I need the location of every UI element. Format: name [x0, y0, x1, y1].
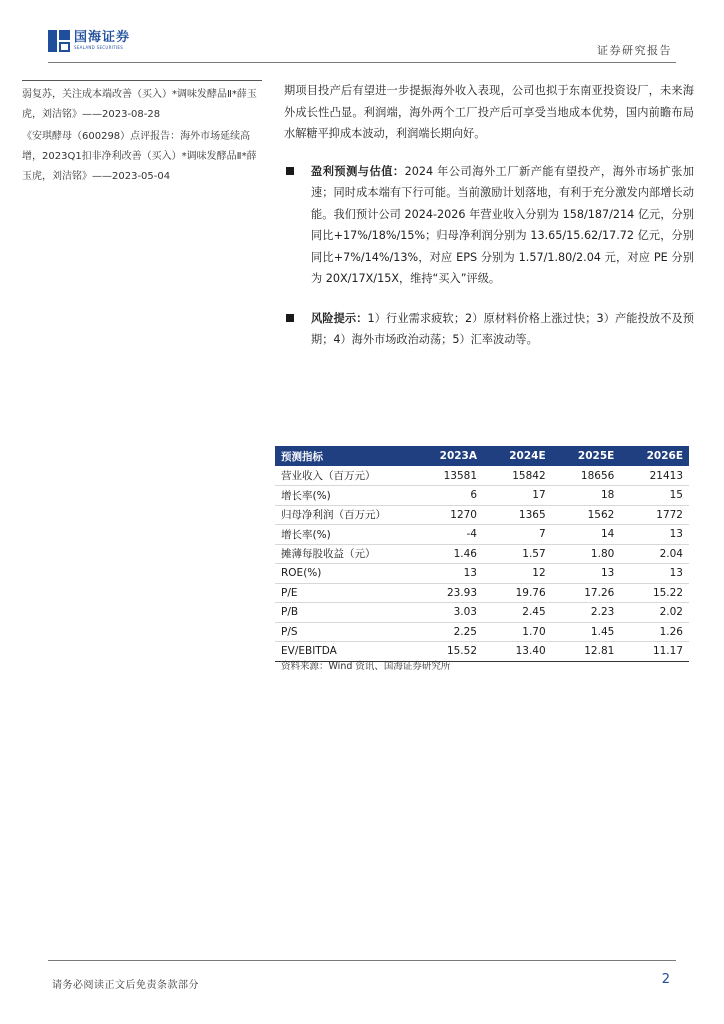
table-cell: 12: [483, 564, 552, 584]
table-cell: 13: [413, 564, 483, 584]
table-header-row: [275, 446, 689, 466]
disclaimer-text: 请务必阅读正文后免责条款部分: [52, 980, 199, 991]
table-cell: 23.93: [413, 583, 483, 603]
table-row: [275, 583, 689, 603]
bullet-square-icon: [286, 314, 294, 322]
table-row-label: 营业收入（百万元）: [281, 470, 376, 482]
table-cell: 15: [620, 486, 689, 506]
table-cell: 6: [413, 486, 483, 506]
intro-paragraph: 期项目投产后有望进一步提振海外收入表现，公司也拟于东南亚投资设厂，未来海外成长性凸显。利润端，海外两个工厂投产后可享受当地成本优势，国内前瞻布局水解糖平抑成本波动，利润端长期向好。: [284, 84, 694, 140]
related-reports-divider: [22, 80, 262, 81]
table-cell: 19.76: [483, 583, 552, 603]
page-number: 2: [661, 972, 670, 987]
risk-text: 1）行业需求疲软；2）原材料价格上涨过快；3）产能投放不及预期；4）海外市场政治动荡；5）汇率波动等。: [311, 311, 694, 346]
table-row-label: 归母净利润（百万元）: [275, 505, 413, 525]
report-type-label: 证券研究报告: [597, 44, 672, 57]
forecast-text: 2024 年公司海外工厂新产能有望投产，海外市场扩张加速；同时成本端有下行可能。当前激励计划落地，有利于充分激发内部增长动能。我们预计公司 2024-2026 年营业收入分别为 158/187/214 亿元，分别同比+17%/18%/15%；归母净利润分别为 13.65/15.62/17.72 亿元，分别同比+7%/14%/13%，对应 EPS 分别为 1.57/1.80/2.04 元，对应 PE 分别为 20X/17X/15X，维持“买入”评级。: [311, 164, 694, 285]
table-row-label: 摊薄每股收益（元）: [275, 544, 413, 564]
table-row-label: P/B: [275, 603, 413, 623]
main-text-column: [284, 80, 694, 351]
table-header-cell: 2024E: [483, 446, 552, 466]
table-row: [275, 622, 689, 642]
table-cell: -4: [413, 525, 483, 545]
table-cell: 1.57: [483, 544, 552, 564]
related-reports-column: [22, 80, 262, 187]
table-cell: 2.04: [620, 544, 689, 564]
related-report-item: 弱复苏，关注成本端改善（买入）*调味发酵品Ⅱ*薛玉虎，刘洁铭》——2023-08-28: [22, 89, 257, 120]
table-cell: 18656: [580, 469, 615, 482]
table-row: [275, 525, 689, 545]
table-header-cell: 2023A: [413, 446, 483, 466]
table-cell: 18: [552, 486, 621, 506]
table-cell: 11.17: [620, 642, 689, 662]
table-row: [275, 564, 689, 584]
logo-mark-icon: [48, 30, 70, 52]
table-source-note: 资料来源：Wind 资讯、国海证券研究所: [281, 661, 451, 672]
table-cell: 12.81: [552, 642, 621, 662]
logo-name-cn: 国海证券: [74, 30, 131, 45]
table-cell: 13.40: [483, 642, 552, 662]
table-row: [275, 505, 689, 525]
table-cell: 14: [552, 525, 621, 545]
risk-section: [284, 308, 694, 351]
forecast-valuation-section: [284, 161, 694, 290]
table-cell: 1.45: [552, 622, 621, 642]
table-body: [275, 466, 689, 661]
table-cell: 2.45: [483, 603, 552, 623]
page-header: [48, 28, 676, 64]
table-row-label: ROE(%): [275, 564, 413, 584]
table-cell: 7: [483, 525, 552, 545]
table-header-cell: 2025E: [552, 446, 621, 466]
table-row-label: 增长率(%): [275, 525, 413, 545]
header-divider: [48, 62, 676, 63]
table-cell: 15.52: [413, 642, 483, 662]
table-cell: 2.23: [552, 603, 621, 623]
table-cell: 1270: [413, 505, 483, 525]
table-header-cell: 2026E: [620, 446, 689, 466]
table-header-cell: 预测指标: [275, 446, 413, 466]
table-row: [275, 486, 689, 506]
table-cell: 13: [620, 525, 689, 545]
company-logo: [48, 30, 130, 52]
table-cell: 1.80: [552, 544, 621, 564]
table-cell: 3.03: [413, 603, 483, 623]
table-cell: 2.02: [620, 603, 689, 623]
table-cell: 21413: [649, 469, 683, 482]
table-cell: 1.70: [483, 622, 552, 642]
table-cell: 17.26: [552, 583, 621, 603]
forecast-table: [275, 446, 689, 662]
footer-divider: [48, 960, 676, 961]
risk-heading: 风险提示：: [311, 311, 368, 325]
table-row-label: P/E: [275, 583, 413, 603]
logo-name-en: SEALAND SECURITIES: [74, 45, 124, 50]
table-cell: 15842: [512, 469, 546, 482]
table-cell: 2.25: [413, 622, 483, 642]
table-cell: 13: [620, 564, 689, 584]
page-footer: [48, 960, 676, 991]
table-row: [275, 544, 689, 564]
table-row-label: 增长率(%): [275, 486, 413, 506]
related-report-item: 《安琪酵母（600298）点评报告：海外市场延续高增，2023Q1扣非净利改善（买入）*调味发酵品Ⅱ*薛玉虎，刘洁铭》——2023-05-04: [22, 131, 257, 182]
table-cell: 1365: [483, 505, 552, 525]
table-cell: 13581: [443, 469, 477, 482]
table-cell: 17: [483, 486, 552, 506]
table-row: [275, 603, 689, 623]
table-cell: 1.26: [620, 622, 689, 642]
table-row-label: P/S: [275, 622, 413, 642]
bullet-square-icon: [286, 167, 294, 175]
table-cell: 1772: [620, 505, 689, 525]
table-cell: 1.46: [413, 544, 483, 564]
forecast-heading: 盈利预测与估值：: [311, 164, 405, 178]
table-cell: 15.22: [620, 583, 689, 603]
table-row-label: EV/EBITDA: [275, 642, 413, 662]
table-cell: 13: [552, 564, 621, 584]
table-cell: 1562: [552, 505, 621, 525]
table-row: [275, 466, 689, 486]
